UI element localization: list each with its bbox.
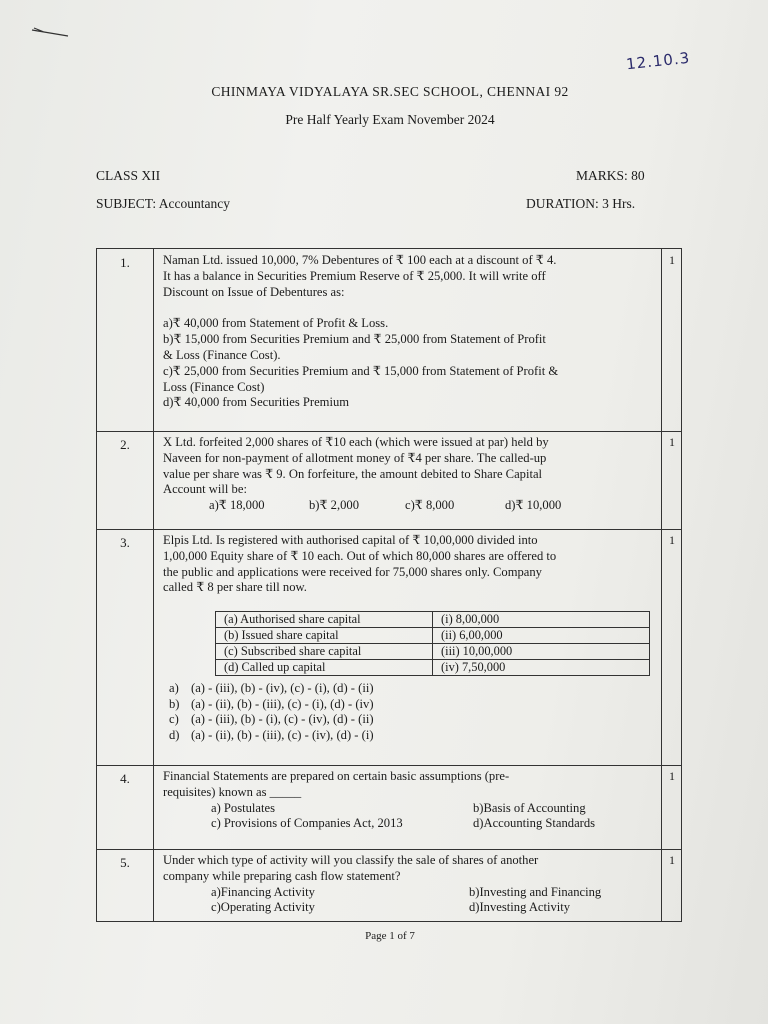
option-a: (a) - (iii), (b) - (iv), (c) - (i), (d) - (ii) (191, 681, 374, 695)
row-divider (97, 849, 681, 850)
question-number: 2. (120, 437, 130, 452)
question-5 (163, 853, 659, 916)
question-number: 5. (120, 855, 130, 870)
question-line: Financial Statements are prepared on certain basic assumptions (pre- (163, 769, 510, 783)
match-table (215, 611, 650, 676)
option-letter: b) (169, 696, 180, 711)
option-c: c)₹ 8,000 (405, 498, 455, 513)
question-line: Under which type of activity will you classify the sale of shares of another (163, 853, 539, 867)
question-line: Discount on Issue of Debentures as: (163, 284, 345, 299)
question-mark: 1 (669, 853, 675, 867)
question-4 (163, 769, 659, 832)
question-2 (163, 435, 659, 514)
duration-label: DURATION: 3 Hrs. (526, 196, 636, 211)
match-left: (c) Subscribed share capital (216, 644, 433, 660)
question-3 (163, 533, 659, 596)
question-line: called ₹ 8 per share till now. (163, 580, 307, 595)
option-letter: c) (169, 712, 179, 726)
option-c: (a) - (iii), (b) - (i), (c) - (iv), (d) - (ii) (191, 712, 374, 726)
option-a: a)₹ 40,000 from Statement of Profit & Loss. (163, 316, 389, 331)
question-number: 4. (120, 771, 130, 786)
option-c-cont: Loss (Finance Cost) (163, 379, 265, 394)
option-d: (a) - (ii), (b) - (iii), (c) - (iv), (d) - (i) (191, 727, 374, 742)
question-line: company while preparing cash flow statement? (163, 868, 401, 883)
exam-title: Pre Half Yearly Exam November 2024 (285, 112, 495, 127)
question-3-options (169, 681, 665, 743)
handwritten-note: 12.10.3 (625, 48, 692, 74)
option-d: d)Investing Activity (469, 900, 571, 915)
question-line: Account will be: (163, 482, 247, 497)
match-right: (iii) 10,00,000 (433, 644, 650, 660)
option-c: c)Operating Activity (211, 900, 315, 915)
match-right: (i) 8,00,000 (433, 612, 650, 628)
class-label: CLASS XII (96, 168, 161, 183)
option-b: b)Investing and Financing (469, 884, 602, 899)
option-b: b)₹ 2,000 (309, 498, 359, 513)
match-row (216, 644, 650, 660)
question-line: X Ltd. forfeited 2,000 shares of ₹10 each (which were issued at par) held by (163, 435, 549, 449)
question-number: 1. (120, 255, 130, 270)
subject-label: SUBJECT: Accountancy (96, 196, 230, 211)
row-divider (97, 765, 681, 766)
question-line: 1,00,000 Equity share of ₹ 10 each. Out of which 80,000 shares are offered to (163, 548, 557, 563)
question-line: It has a balance in Securities Premium Reserve of ₹ 25,000. It will write off (163, 268, 546, 283)
column-divider (661, 249, 662, 921)
row-divider (97, 529, 681, 530)
option-a: a) Postulates (211, 800, 276, 815)
match-left: (b) Issued share capital (216, 628, 433, 644)
option-d: d)Accounting Standards (473, 816, 596, 831)
option-c: c)₹ 25,000 from Securities Premium and ₹ 15,000 from Statement of Profit & (163, 363, 559, 378)
question-line: Naman Ltd. issued 10,000, 7% Debentures of ₹ 100 each at a discount of ₹ 4. (163, 253, 557, 267)
marks-label: MARKS: 80 (576, 168, 645, 183)
question-number: 3. (120, 535, 130, 550)
column-divider (153, 249, 154, 921)
page-number: Page 1 of 7 (365, 930, 415, 942)
match-row (216, 628, 650, 644)
question-line: requisites) known as _____ (163, 784, 302, 799)
option-a: a)Financing Activity (211, 884, 315, 899)
option-b-cont: & Loss (Finance Cost). (163, 347, 281, 362)
option-letter: a) (169, 681, 179, 695)
question-mark: 1 (669, 533, 675, 547)
question-mark: 1 (669, 253, 675, 267)
match-left: (d) Called up capital (216, 660, 433, 676)
option-a: a)₹ 18,000 (209, 498, 265, 513)
option-b: b)₹ 15,000 from Securities Premium and ₹ 25,000 from Statement of Profit (163, 332, 546, 347)
match-right: (iv) 7,50,000 (433, 660, 650, 676)
option-d: d)₹ 40,000 from Securities Premium (163, 395, 350, 410)
option-b: (a) - (ii), (b) - (iii), (c) - (i), (d) - (iv) (191, 696, 374, 711)
row-divider (97, 431, 681, 432)
match-right: (ii) 6,00,000 (433, 628, 650, 644)
question-line: value per share was ₹ 9. On forfeiture, the amount debited to Share Capital (163, 466, 543, 481)
option-b: b)Basis of Accounting (473, 800, 586, 815)
question-mark: 1 (669, 435, 675, 449)
match-row (216, 660, 650, 676)
question-line: the public and applications were received for 75,000 shares only. Company (163, 564, 542, 579)
pen-mark (30, 26, 70, 38)
option-d: d)₹ 10,000 (505, 498, 562, 513)
question-line: Naveen for non-payment of allotment money of ₹4 per share. The called-up (163, 450, 547, 465)
option-letter: d) (169, 727, 180, 742)
match-left: (a) Authorised share capital (216, 612, 433, 628)
option-c: c) Provisions of Companies Act, 2013 (211, 816, 403, 831)
question-mark: 1 (669, 769, 675, 783)
question-1 (163, 253, 659, 411)
question-table (96, 248, 682, 922)
school-name: CHINMAYA VIDYALAYA SR.SEC SCHOOL, CHENNAI 92 (211, 84, 569, 99)
match-row (216, 612, 650, 628)
question-line: Elpis Ltd. Is registered with authorised capital of ₹ 10,00,000 divided into (163, 533, 538, 547)
